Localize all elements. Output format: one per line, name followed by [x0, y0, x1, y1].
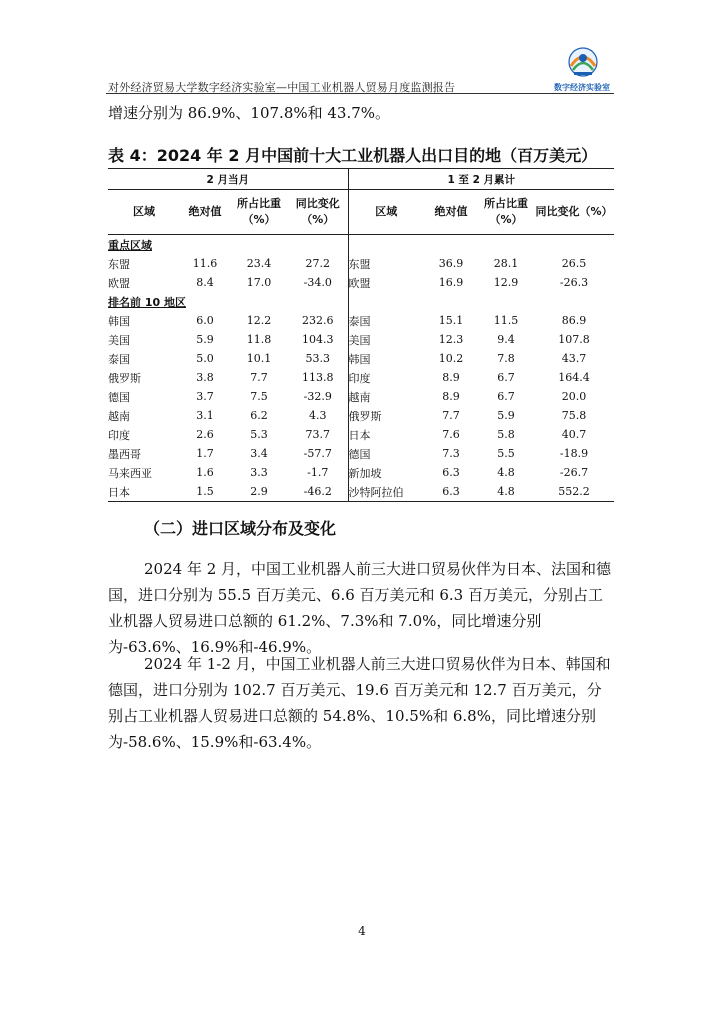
abs-value-cell: 16.9: [438, 276, 464, 289]
region-cell: 日本: [348, 425, 424, 444]
share-value-cell: 7.5: [250, 390, 268, 403]
share-value-cell: 17.0: [246, 276, 272, 289]
col-header-region: 区域: [348, 190, 424, 235]
abs-value-cell: 5.9: [196, 333, 214, 346]
logo-text: 数字经济实验室: [554, 83, 610, 92]
abs-value-cell: 1.6: [196, 466, 214, 479]
table-row: [108, 349, 614, 368]
share-value-cell: 23.4: [246, 257, 272, 270]
abs-value-cell: 3.1: [196, 409, 214, 422]
yoy-value-cell: -57.7: [303, 447, 332, 460]
yoy-value-cell: 53.3: [305, 352, 330, 365]
share-value-cell: 11.8: [246, 333, 272, 346]
share-value-cell: 2.9: [230, 482, 288, 502]
body-paragraph: 2024 年 1-2 月，中国工业机器人前三大进口贸易伙伴为日本、韩国和德国，进口分别为 102.7 百万美元、19.6 百万美元和 12.7 百万美元，分别占工业机器人贸易进口总额的 54.8%、10.5%和 6.8%，同比增速分别为-58.6%、15.9%和-63.4%。: [108, 655, 611, 751]
col-header-yoy: 同比变化（%）: [534, 190, 614, 235]
region-cell: 泰国: [108, 352, 130, 366]
region-cell: 东盟: [108, 257, 130, 271]
yoy-value-cell: 104.3: [302, 333, 334, 346]
abs-value-cell: 36.9: [438, 257, 464, 270]
yoy-value-cell: 86.9: [561, 314, 587, 327]
col-header-share: 所占比重（%）: [478, 190, 534, 235]
table-row: [108, 254, 614, 273]
table-row: [108, 406, 614, 425]
yoy-value-cell: -18.9: [559, 447, 589, 460]
abs-value-cell: 6.0: [196, 314, 214, 327]
table-row: [108, 311, 614, 330]
region-cell: 东盟: [348, 254, 424, 273]
region-cell: 沙特阿拉伯: [348, 482, 424, 502]
abs-value-cell: 6.3: [424, 482, 478, 502]
region-cell: 印度: [108, 428, 130, 442]
group-header-month: 2 月当月: [108, 169, 348, 190]
section-subheading: （二）进口区域分布及变化: [144, 519, 337, 538]
region-cell: 俄罗斯: [348, 406, 424, 425]
region-cell: 新加坡: [348, 463, 424, 482]
abs-value-cell: 7.3: [442, 447, 460, 460]
col-header-yoy: 同比变化（%）: [288, 190, 348, 235]
yoy-value-cell: -32.9: [303, 390, 332, 403]
share-value-cell: 12.2: [246, 314, 272, 327]
table-row: [108, 368, 614, 387]
abs-value-cell: 3.7: [196, 390, 214, 403]
table-section-label: 重点区域: [108, 238, 152, 252]
abs-value-cell: 8.9: [442, 371, 460, 384]
share-value-cell: 10.1: [246, 352, 272, 365]
yoy-value-cell: -26.7: [559, 466, 589, 479]
table-section-spacer: [348, 292, 614, 311]
abs-value-cell: 1.5: [180, 482, 230, 502]
page-number: 4: [358, 924, 366, 938]
region-cell: 越南: [108, 409, 130, 423]
yoy-value-cell: 26.5: [561, 257, 587, 270]
yoy-value-cell: 107.8: [558, 333, 590, 346]
region-cell: 欧盟: [108, 276, 130, 290]
share-value-cell: 4.8: [478, 482, 534, 502]
yoy-value-cell: 75.8: [561, 409, 587, 422]
table-row: [108, 387, 614, 406]
region-cell: 德国: [108, 390, 130, 404]
abs-value-cell: 8.9: [442, 390, 460, 403]
abs-value-cell: 1.7: [196, 447, 214, 460]
table-section-row: [108, 235, 614, 255]
share-value-cell: 12.9: [493, 276, 519, 289]
abs-value-cell: 7.7: [442, 409, 460, 422]
share-value-cell: 3.4: [250, 447, 268, 460]
abs-value-cell: 5.0: [196, 352, 214, 365]
region-cell: 韩国: [108, 314, 130, 328]
abs-value-cell: 12.3: [438, 333, 464, 346]
lead-paragraph: 增速分别为 86.9%、107.8%和 43.7%。: [108, 104, 391, 122]
share-value-cell: 5.8: [497, 428, 515, 441]
yoy-value-cell: 43.7: [561, 352, 587, 365]
yoy-value-cell: 40.7: [561, 428, 587, 441]
share-value-cell: 28.1: [493, 257, 519, 270]
group-header-cumulative: 1 至 2 月累计: [348, 169, 614, 190]
share-value-cell: 6.7: [497, 371, 515, 384]
region-cell: 印度: [348, 368, 424, 387]
share-value-cell: 6.2: [250, 409, 268, 422]
region-cell: 俄罗斯: [108, 371, 141, 385]
share-value-cell: 6.7: [497, 390, 515, 403]
col-header-region: 区域: [108, 190, 180, 235]
abs-value-cell: 7.6: [442, 428, 460, 441]
region-cell: 美国: [348, 330, 424, 349]
abs-value-cell: 15.1: [438, 314, 464, 327]
share-value-cell: 7.8: [497, 352, 515, 365]
share-value-cell: 4.8: [497, 466, 515, 479]
header-divider: [106, 93, 614, 94]
body-paragraph: 2024 年 2 月，中国工业机器人前三大进口贸易伙伴为日本、法国和德国，进口分别为 55.5 百万美元、6.6 百万美元和 6.3 百万美元，分别占工业机器人贸易进口总额的 61.2%、7.3%和 7.0%，同比增速分别为-63.6%、16.9%和-46.9%。: [108, 560, 612, 656]
report-header-title: 对外经济贸易大学数字经济实验室—中国工业机器人贸易月度监测报告: [108, 81, 456, 94]
abs-value-cell: 8.4: [196, 276, 214, 289]
abs-value-cell: 6.3: [442, 466, 460, 479]
yoy-value-cell: 552.2: [534, 482, 614, 502]
table-row: [108, 425, 614, 444]
table-row: [108, 330, 614, 349]
yoy-value-cell: 232.6: [302, 314, 334, 327]
table-section-label: 排名前 10 地区: [108, 295, 186, 309]
yoy-value-cell: 113.8: [302, 371, 334, 384]
share-value-cell: 11.5: [493, 314, 519, 327]
region-cell: 越南: [348, 387, 424, 406]
share-value-cell: 3.3: [250, 466, 268, 479]
share-value-cell: 9.4: [497, 333, 515, 346]
table-row: [108, 444, 614, 463]
region-cell: 德国: [348, 444, 424, 463]
yoy-value-cell: -26.3: [559, 276, 589, 289]
yoy-value-cell: -1.7: [307, 466, 329, 479]
yoy-value-cell: -46.2: [288, 482, 348, 502]
yoy-value-cell: 164.4: [558, 371, 590, 384]
share-value-cell: 5.5: [497, 447, 515, 460]
abs-value-cell: 11.6: [192, 257, 218, 270]
yoy-value-cell: 73.7: [305, 428, 330, 441]
yoy-value-cell: 27.2: [305, 257, 330, 270]
share-value-cell: 5.3: [250, 428, 268, 441]
region-cell: 韩国: [348, 349, 424, 368]
abs-value-cell: 10.2: [438, 352, 464, 365]
yoy-value-cell: -34.0: [303, 276, 332, 289]
table-caption: 表 4：2024 年 2 月中国前十大工业机器人出口目的地（百万美元）: [108, 146, 598, 165]
share-value-cell: 7.7: [250, 371, 268, 384]
yoy-value-cell: 20.0: [561, 390, 587, 403]
table-row: [108, 482, 614, 502]
region-cell: 日本: [108, 482, 180, 502]
share-value-cell: 5.9: [497, 409, 515, 422]
col-header-share: 所占比重（%）: [230, 190, 288, 235]
yoy-value-cell: 4.3: [309, 409, 327, 422]
col-header-abs: 绝对值: [180, 190, 230, 235]
abs-value-cell: 3.8: [196, 371, 214, 384]
region-cell: 美国: [108, 333, 130, 347]
region-cell: 欧盟: [348, 273, 424, 292]
region-cell: 墨西哥: [108, 447, 141, 461]
table-body: [108, 235, 614, 502]
region-cell: 马来西亚: [108, 466, 152, 480]
table-row: [108, 463, 614, 482]
export-destinations-table: [108, 168, 614, 502]
abs-value-cell: 2.6: [196, 428, 214, 441]
col-header-abs: 绝对值: [424, 190, 478, 235]
table-section-spacer: [348, 235, 614, 255]
table-section-row: [108, 292, 614, 311]
region-cell: 泰国: [348, 311, 424, 330]
table-row: [108, 273, 614, 292]
